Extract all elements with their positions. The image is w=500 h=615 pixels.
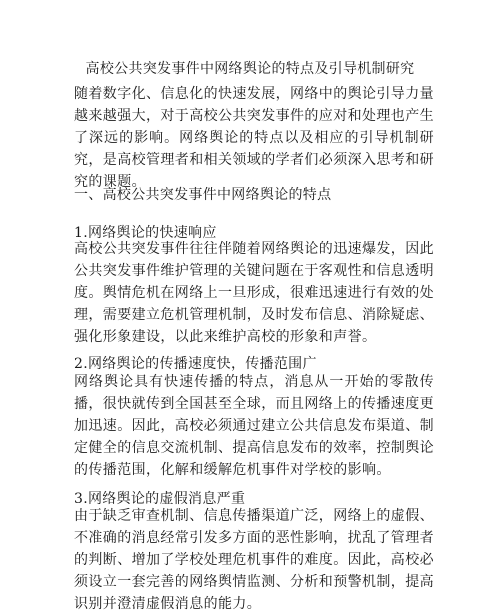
item-3-heading: 3.网络舆论的虚假消息严重 <box>74 491 246 507</box>
item-1-paragraph: 高校公共突发事件往往伴随着网络舆论的迅速爆发，因此公共突发事件维护管理的关键问题在于客观性和信息透明度。舆情危机在网络上一旦形成，很难迅速进行有效的处理，需要建立危机管理机制，及时发布信息、消除疑虑、强化形象建设，以此来维护高校的形象和声誉。 <box>74 241 434 345</box>
item-3-paragraph: 由于缺乏审查机制、信息传播渠道广泛，网络上的虚假、不准确的消息经常引发多方面的恶性影响，扰乱了管理者的判断、增加了学校处理危机事件的难度。因此，高校必须设立一套完善的网络舆情监测、分析和预警机制，提高识别并澄清虚假消息的能力。 <box>74 508 434 612</box>
item-1-heading: 1.网络舆论的快速响应 <box>74 225 217 241</box>
item-2-paragraph: 网络舆论具有快速传播的特点，消息从一开始的零散传播，很快就传到全国甚至全球，而且网络上的传播速度更加迅速。因此，高校必须通过建立公共信息发布渠道、制定健全的信息交流机制、提高信息发布的效率，控制舆论的传播范围，化解和缓解危机事件对学校的影响。 <box>74 374 434 478</box>
intro-paragraph: 随着数字化、信息化的快速发展，网络中的舆论引导力量越来越强大，对于高校公共突发事件的应对和处理也产生了深远的影响。网络舆论的特点以及相应的引导机制研究，是高校管理者和相关领域的学者们必须深入思考和研究的课题。 <box>74 86 434 190</box>
section-heading: 一、高校公共突发事件中网络舆论的特点 <box>74 187 332 203</box>
item-2-heading: 2.网络舆论的传播速度快，传播范围广 <box>74 356 317 372</box>
document-title: 高校公共突发事件中网络舆论的特点及引导机制研究 <box>85 61 415 77</box>
